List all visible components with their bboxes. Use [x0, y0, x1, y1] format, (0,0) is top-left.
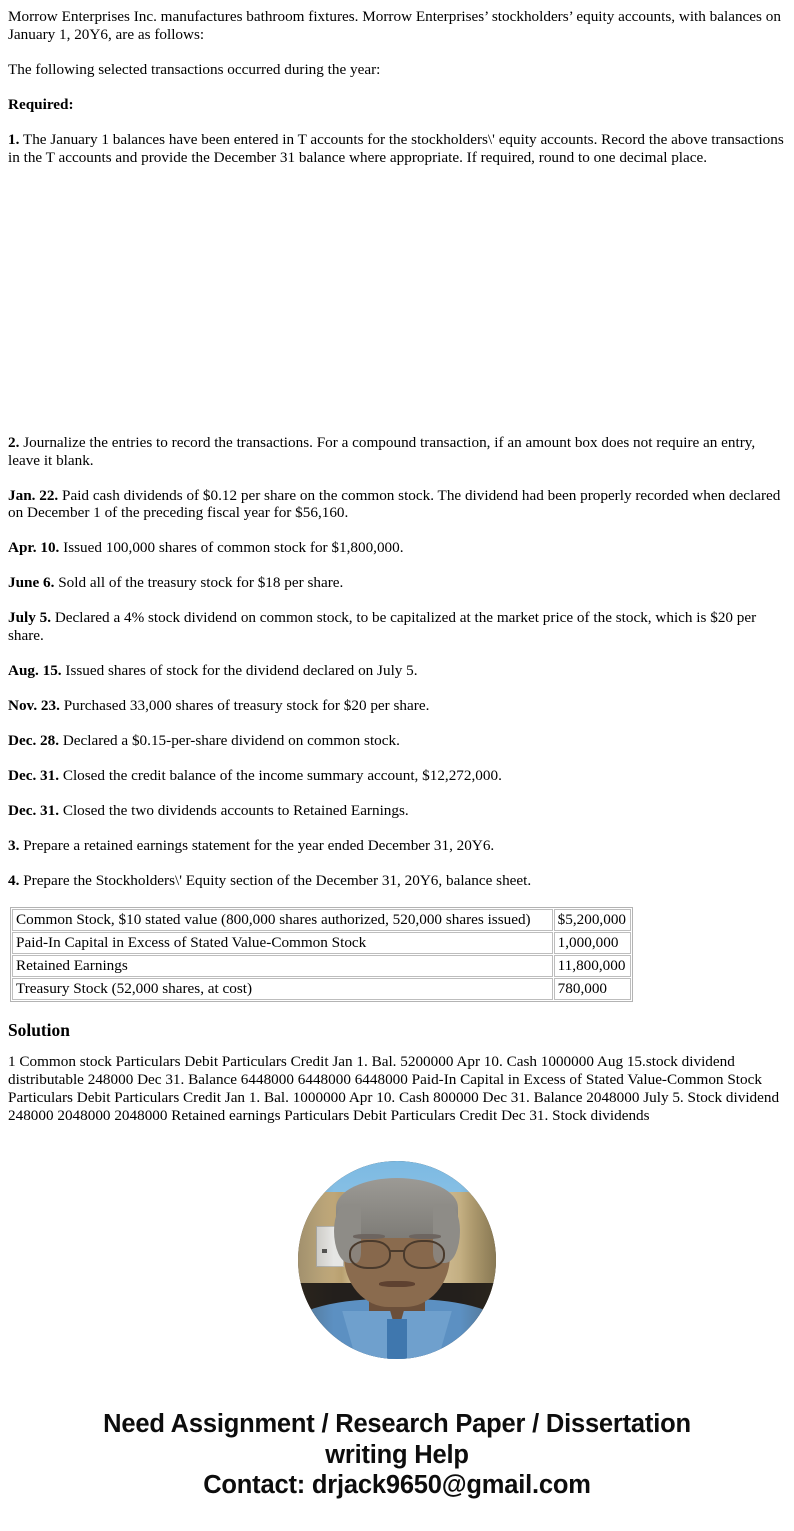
requirement-4-number: 4. [8, 871, 20, 889]
document-page [0, 8, 794, 1500]
table-row [12, 932, 631, 954]
transaction-item [8, 767, 786, 785]
transaction-item [8, 574, 786, 592]
spacer [8, 1002, 786, 1020]
requirement-2 [8, 434, 786, 470]
transaction-item [8, 487, 786, 523]
transaction-date: Jan. 22. [8, 486, 59, 504]
transaction-date: Apr. 10. [8, 539, 60, 557]
transaction-text: Closed the two dividends accounts to Retained Earnings. [62, 801, 409, 819]
transaction-text: Sold all of the treasury stock for $18 per share. [58, 574, 344, 592]
transaction-text: Paid cash dividends of $0.12 per share on the common stock. The dividend had been properly recorded when declared on December 1 of the preceding fiscal year for $56,160. [8, 486, 781, 522]
table-cell-account: Paid-In Capital in Excess of Stated Value-Common Stock [12, 932, 553, 954]
promo-line-1: Need Assignment / Research Paper / Dissertation [103, 1410, 691, 1439]
requirement-4 [8, 872, 786, 890]
transaction-item [8, 662, 786, 680]
transaction-text: Purchased 33,000 shares of treasury stock for $20 per share. [63, 697, 430, 715]
transaction-date: Nov. 23. [8, 697, 60, 715]
avatar-container [8, 1161, 786, 1364]
intro-paragraph-1 [8, 8, 786, 44]
promo-line-3: Contact: drjack9650@gmail.com [203, 1470, 591, 1499]
missing-image-placeholder [8, 184, 786, 434]
requirement-1 [8, 131, 786, 167]
transaction-text: Issued shares of stock for the dividend declared on July 5. [65, 662, 418, 680]
promo-line-2: writing Help [325, 1440, 469, 1469]
transaction-item [8, 697, 786, 715]
required-label-block [8, 96, 786, 114]
avatar [298, 1161, 496, 1359]
requirement-2-number: 2. [8, 433, 20, 451]
transaction-date: Aug. 15. [8, 662, 62, 680]
transaction-text: Issued 100,000 shares of common stock for $1,800,000. [63, 539, 404, 557]
solution-body: 1 Common stock Particulars Debit Particulars Credit Jan 1. Bal. 5200000 Apr 10. Cash 1000000 Aug 15.stock dividend distributable 248000 Dec 31. Balance 6448000 6448000 6448000 Paid-In Capital in Excess of Stated Value-Common Stock Particulars Debit Particulars Credit Jan 1. Bal. 1000000 Apr 10. Cash 800000 Dec 31. Balance 2048000 July 5. Stock dividend 248000 2048000 2048000 Retained earnings Particulars Debit Particulars Credit Dec 31. Stock dividends [8, 1052, 780, 1124]
required-label: Required: [8, 95, 74, 113]
transaction-date: Dec. 31. [8, 766, 60, 784]
promo-footer [8, 1409, 786, 1499]
requirement-3 [8, 837, 786, 855]
transaction-text: Declared a $0.15-per-share dividend on common stock. [62, 732, 400, 749]
table-row [12, 909, 631, 931]
transaction-date: Dec. 28. [8, 732, 60, 749]
transaction-item [8, 732, 786, 750]
intro-paragraph-2 [8, 61, 786, 79]
intro-paragraph-2-text: The following selected transactions occurred during the year: [8, 60, 381, 78]
table-cell-amount: 780,000 [554, 978, 631, 1000]
table-cell-account: Treasury Stock (52,000 shares, at cost) [12, 978, 553, 1000]
transaction-item [8, 539, 786, 557]
table-row [12, 955, 631, 977]
requirement-3-text: Prepare a retained earnings statement for the year ended December 31, 20Y6. [23, 836, 495, 854]
requirement-1-text: The January 1 balances have been entered in T accounts for the stockholders\' equity accounts. Record the above transactions in the T accounts and provide the December 31 balance where appropriate. If required, round to one decimal place. [8, 130, 784, 166]
table-cell-amount: 1,000,000 [554, 932, 631, 954]
table-row [12, 978, 631, 1000]
transaction-date: Dec. 31. [8, 801, 60, 819]
requirement-2-text: Journalize the entries to record the transactions. For a compound transaction, if an amount box does not require an entry, leave it blank. [8, 433, 756, 469]
transaction-date: July 5. [8, 609, 52, 627]
requirement-3-number: 3. [8, 836, 20, 854]
transaction-text: Closed the credit balance of the income summary account, $12,272,000. [62, 766, 502, 784]
solution-heading: Solution [8, 1019, 70, 1040]
transaction-item [8, 609, 786, 645]
avatar-vignette [298, 1161, 496, 1359]
intro-paragraph-1-text: Morrow Enterprises Inc. manufactures bathroom fixtures. Morrow Enterprises’ stockholders’ equity accounts, with balances on January 1, 20Y6, are as follows: [8, 8, 781, 43]
requirement-1-number: 1. [8, 130, 20, 148]
table-cell-amount: 11,800,000 [554, 955, 631, 977]
equity-balances-table [10, 907, 633, 1002]
requirement-4-text: Prepare the Stockholders\' Equity section of the December 31, 20Y6, balance sheet. [23, 871, 532, 889]
table-cell-account: Retained Earnings [12, 955, 553, 977]
table-cell-account: Common Stock, $10 stated value (800,000 shares authorized, 520,000 shares issued) [12, 909, 553, 931]
transaction-date: June 6. [8, 574, 55, 592]
table-cell-amount: $5,200,000 [554, 909, 631, 931]
transaction-text: Declared a 4% stock dividend on common stock, to be capitalized at the market price of the stock, which is $20 per share. [8, 609, 757, 645]
transaction-item [8, 802, 786, 820]
